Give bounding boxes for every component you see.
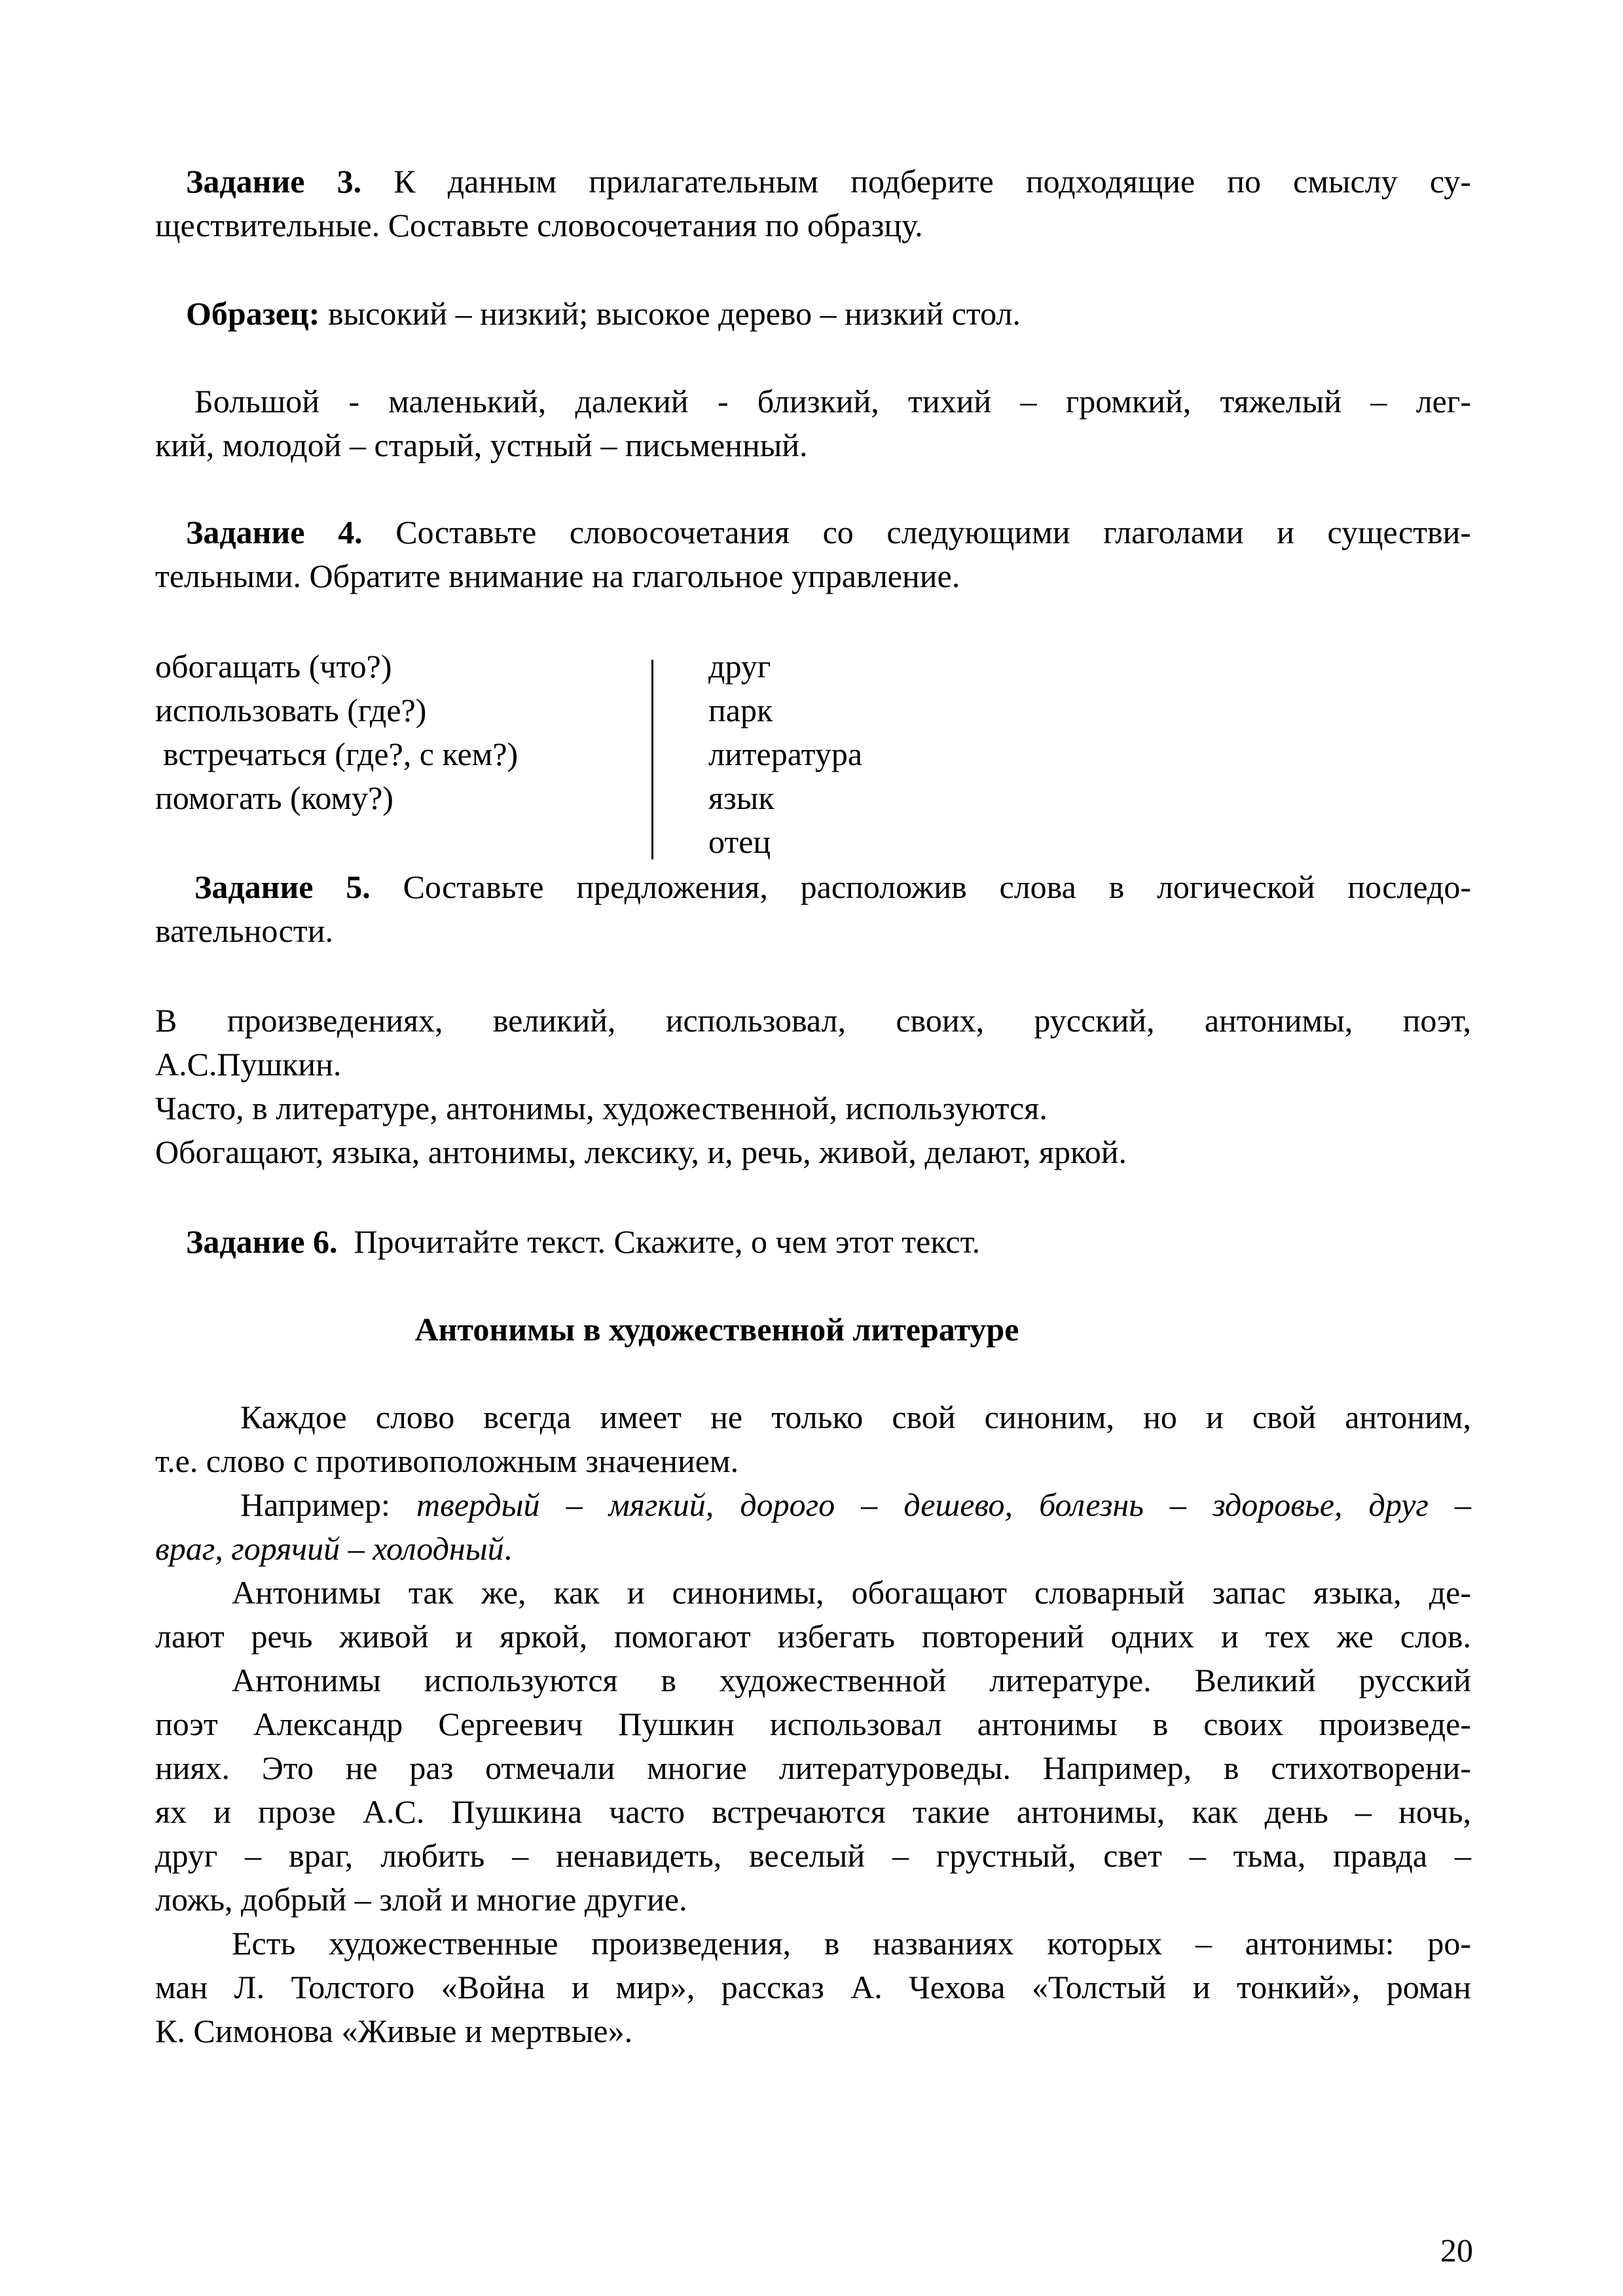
- article-body: [155, 1395, 1471, 2053]
- task5-line2: вательности.: [155, 912, 333, 949]
- sentence-3: Обогащают, языка, антонимы, лексику, и, речь, живой, делают, яркой.: [155, 1134, 1127, 1170]
- task4-line2: тельными. Обратите внимание на глагольное управление.: [155, 558, 960, 594]
- verbs-column: [155, 645, 518, 820]
- article-p1-line1: Каждое слово всегда имеет не только свой синоним, но и свой антоним,: [240, 1399, 1471, 1435]
- article-p4-line1: Антонимы используются в художественной литературе. Великий русский: [232, 1662, 1471, 1698]
- task3-paragraph: [155, 160, 1471, 247]
- article-p3-line2: лают речь живой и яркой, помогают избегать повторений одних и тех же слов.: [155, 1618, 1471, 1655]
- article-p4-line6: ложь, добрый – злой и многие другие.: [155, 1881, 687, 1918]
- verb-item: помогать (кому?): [155, 780, 393, 816]
- article-p3-line1: Антонимы так же, как и синонимы, обогащают словарный запас языка, де-: [232, 1574, 1471, 1611]
- task6-label: Задание 6.: [186, 1223, 338, 1260]
- adjectives-paragraph: [155, 380, 1471, 467]
- article-p4-line2: поэт Александр Сергеевич Пушкин использовал антонимы в своих произведе-: [155, 1706, 1471, 1742]
- article-p4-line4: ях и прозе А.С. Пушкина часто встречаются такие антонимы, как день – ночь,: [155, 1793, 1471, 1830]
- sentence-1-line1: В произведениях, великий, использовал, своих, русский, антонимы, поэт,: [155, 1002, 1471, 1039]
- verb-item: обогащать (что?): [155, 648, 392, 685]
- task3-line2: ществительные. Составьте словосочетания по образцу.: [155, 207, 923, 243]
- noun-item: друг: [708, 648, 771, 685]
- article-p5-line3: К. Симонова «Живые и мертвые».: [155, 2013, 633, 2049]
- task5-line1: Задание 5. Составьте предложения, расположив слова в логической последо-: [194, 869, 1472, 905]
- nouns-column: [708, 645, 862, 864]
- sample-text: высокий – низкий; высокое дерево – низкий стол.: [327, 295, 1021, 332]
- task6-paragraph: [155, 1220, 1471, 1264]
- verb-item: встречаться (где?, с кем?): [163, 736, 519, 772]
- task6-text: Прочитайте текст. Скажите, о чем этот текст.: [354, 1223, 981, 1260]
- task5-sentences: [155, 999, 1471, 1174]
- sentence-2: Часто, в литературе, антонимы, художественной, используются.: [155, 1090, 1048, 1126]
- sample-paragraph: [155, 292, 1471, 336]
- noun-item: парк: [708, 692, 773, 728]
- sentence-1-line2: А.С.Пушкин.: [155, 1046, 342, 1083]
- article-p4-line5: друг – враг, любить – ненавидеть, веселый – грустный, свет – тьма, правда –: [155, 1837, 1471, 1874]
- examples-italic: твердый – мягкий, дорого – дешево, болезнь – здоровье, друг –: [416, 1486, 1472, 1523]
- article-p1-line2: т.е. слово с противоположным значением.: [155, 1443, 739, 1479]
- article-title: Антонимы в художественной литературе: [414, 1311, 1019, 1348]
- task5-paragraph: [155, 865, 1471, 953]
- verb-item: использовать (где?): [155, 692, 427, 728]
- noun-item: отец: [708, 823, 771, 860]
- task4-label: Задание 4.: [186, 514, 363, 550]
- page-number: 20: [1440, 2232, 1473, 2269]
- task3-label: Задание 3.: [186, 163, 362, 200]
- article-p2-line2: враг, горячий – холодный.: [155, 1530, 513, 1567]
- noun-item: литература: [708, 736, 863, 772]
- task3-line1: Задание 3. К данным прилагательным подберите подходящие по смыслу су-: [186, 163, 1472, 200]
- task5-label: Задание 5.: [194, 869, 371, 905]
- article-p2-line1: Например: твердый – мягкий, дорого – дешево, болезнь – здоровье, друг –: [240, 1486, 1472, 1523]
- article-p5-line1: Есть художественные произведения, в названиях которых – антонимы: ро-: [232, 1925, 1471, 1962]
- adjectives-line2: кий, молодой – старый, устный – письменный.: [155, 427, 808, 463]
- adjectives-line1: Большой - маленький, далекий - близкий, тихий – громкий, тяжелый – лег-: [194, 383, 1471, 420]
- article-p4-line3: ниях. Это не раз отмечали многие литературоведы. Например, в стихотворени-: [155, 1749, 1471, 1786]
- article-p5-line2: ман Л. Толстого «Война и мир», рассказ А. Чехова «Толстый и тонкий», роман: [155, 1969, 1471, 2005]
- noun-item: язык: [708, 780, 775, 816]
- task4-line1: Задание 4. Составьте словосочетания со следующими глаголами и существи-: [186, 514, 1472, 550]
- column-divider: [651, 660, 653, 859]
- task4-paragraph: [155, 511, 1471, 598]
- sample-label: Образец:: [186, 295, 320, 332]
